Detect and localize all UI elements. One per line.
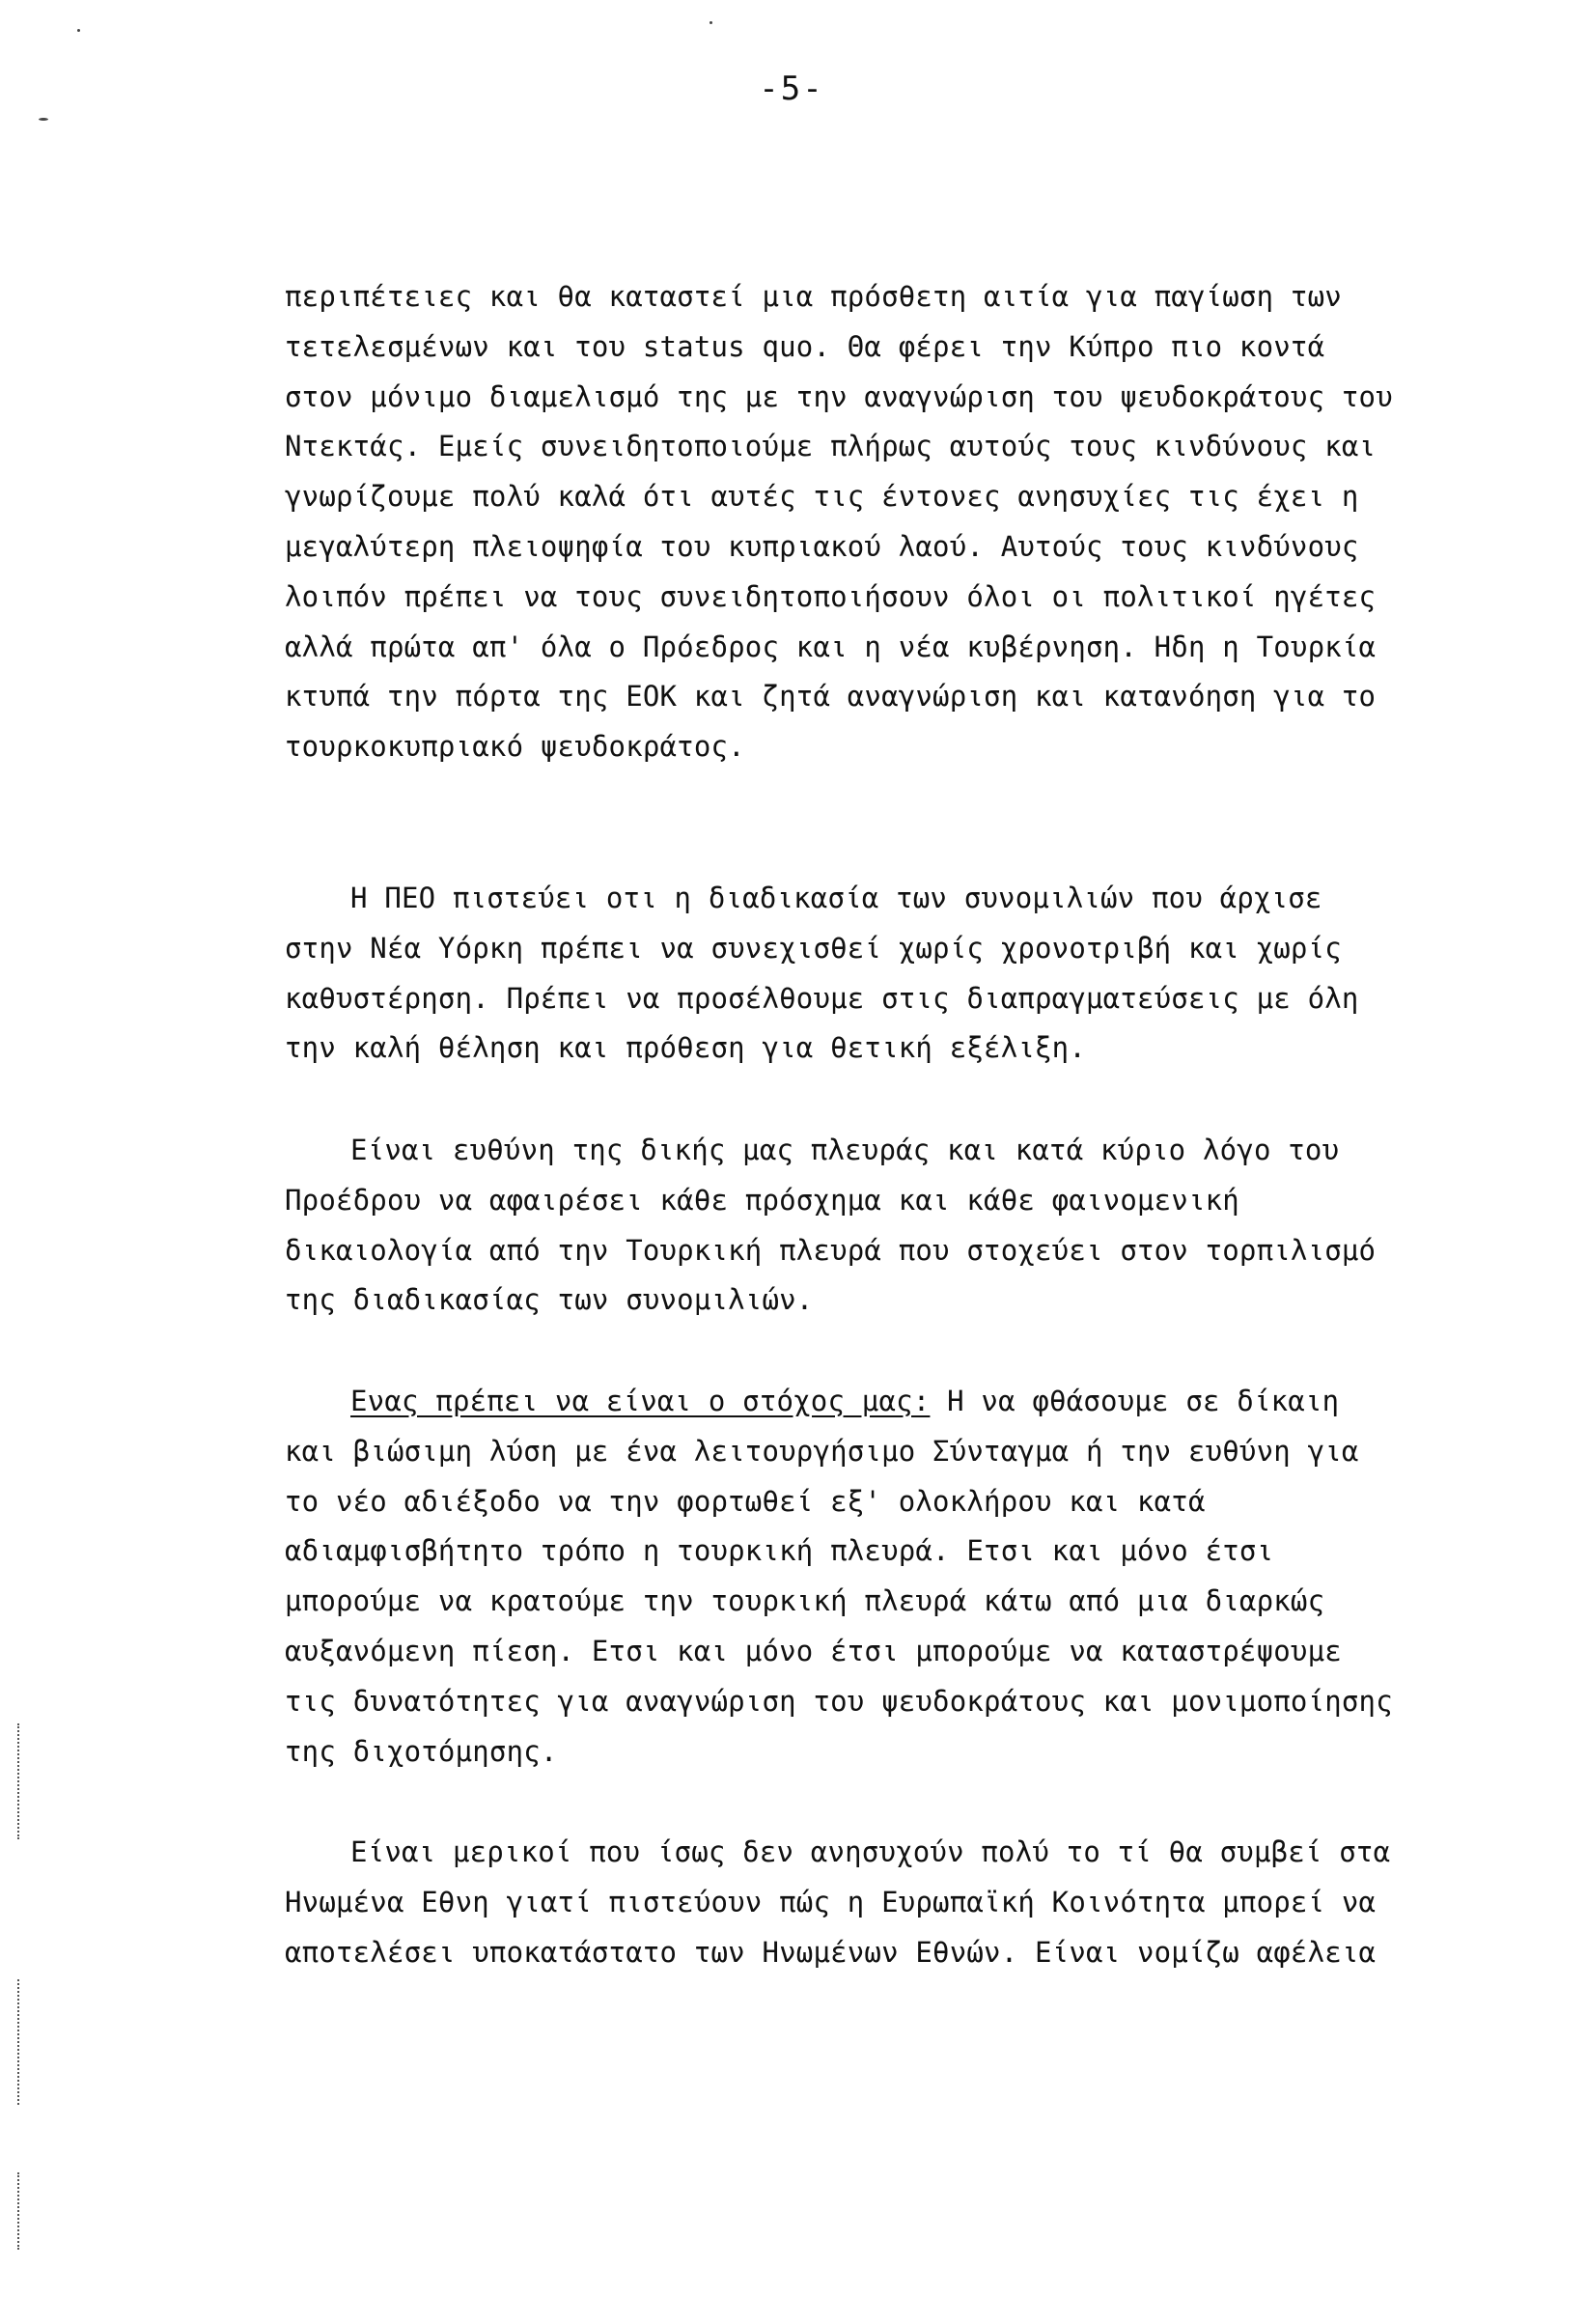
text-line: γνωρίζουμε πολύ καλά ότι αυτές τις έντονες ανησυχίες τις έχει η — [285, 480, 1359, 514]
goal-heading: Ενας πρέπει να είναι ο στόχος μας: — [350, 1385, 931, 1417]
text-line: της διχοτόμησης. — [285, 1734, 558, 1768]
text-line: Είναι ευθύνη της δικής μας πλευράς και κατά κύριο λόγο του — [350, 1134, 1340, 1166]
text-line: κτυπά την πόρτα της ΕΟΚ και ζητά αναγνώριση και κατανόηση για το — [285, 680, 1377, 714]
text-line: μεγαλύτερη πλειοψηφία του κυπριακού λαού. Αυτούς τους κινδύνους — [285, 529, 1359, 563]
scan-speck — [77, 29, 80, 32]
text-line: και βιώσιμη λύση με ένα λειτουργήσιμο Σύνταγμα ή την ευθύνη για — [285, 1434, 1359, 1468]
text-line: τετελεσμένων και του status quo. Θα φέρει την Κύπρο πιο κοντά — [285, 329, 1325, 363]
text-line — [285, 1377, 1366, 1427]
text-line: το νέο αδιέξοδο να την φορτωθεί εξ' ολοκλήρου και κατά — [285, 1484, 1206, 1518]
paragraph-2 — [285, 874, 1366, 1074]
text-line: στην Νέα Υόρκη πρέπει να συνεχισθεί χωρίς χρονοτριβή και χωρίς — [285, 931, 1342, 965]
text-line: Ηνωμένα Εθνη γιατί πιστεύουν πώς η Ευρωπαϊκή Κοινότητα μπορεί να — [285, 1885, 1377, 1918]
text-line: αυξανόμενη πίεση. Ετσι και μόνο έτσι μπορούμε να καταστρέψουμε — [285, 1634, 1342, 1667]
text-line: αλλά πρώτα απ' όλα ο Πρόεδρος και η νέα κυβέρνηση. Ηδη η Τουρκία — [285, 630, 1377, 663]
text-line: της διαδικασίας των συνομιλιών. — [285, 1283, 814, 1317]
text-line: Ντεκτάς. Εμείς συνειδητοποιούμε πλήρως αυτούς τους κινδύνους και — [285, 430, 1377, 463]
goal-heading-continuation: Η να φθάσουμε σε δίκαιη — [930, 1385, 1340, 1417]
paragraph-1 — [285, 272, 1393, 772]
scan-margin-mark — [17, 2172, 23, 2250]
text-line: στον μόνιμο διαμελισμό της με την αναγνώριση του ψευδοκράτους του — [285, 379, 1393, 413]
paragraph-5 — [285, 1828, 1391, 1977]
text-line: αποτελέσει υποκατάστατο των Ηνωμένων Εθνών. Είναι νομίζω αφέλεια — [285, 1935, 1377, 1969]
text-line: δικαιολογία από την Τουρκική πλευρά που στοχεύει στον τορπιλισμό — [285, 1233, 1377, 1267]
scan-margin-mark — [17, 1979, 23, 2105]
scan-speck — [39, 118, 48, 121]
paragraph-3 — [285, 1126, 1377, 1326]
text-line: λοιπόν πρέπει να τους συνειδητοποιήσουν όλοι οι πολιτικοί ηγέτες — [285, 579, 1377, 613]
text-line: περιπέτειες και θα καταστεί μια πρόσθετη αιτία για παγίωση των — [285, 280, 1342, 313]
paragraph-4 — [285, 1377, 1393, 1777]
text-line: την καλή θέληση και πρόθεση για θετική εξέλιξη. — [285, 1031, 1086, 1065]
scan-margin-mark — [17, 1723, 23, 1839]
text-line: Προέδρου να αφαιρέσει κάθε πρόσχημα και κάθε φαινομενική — [285, 1183, 1239, 1217]
text-line: μπορούμε να κρατούμε την τουρκική πλευρά κάτω από μια διαρκώς — [285, 1584, 1325, 1618]
text-line: αδιαμφισβήτητο τρόπο η τουρκική πλευρά. Ετσι και μόνο έτσι — [285, 1534, 1274, 1568]
scan-speck — [710, 21, 712, 24]
text-line: καθυστέρηση. Πρέπει να προσέλθουμε στις διαπραγματεύσεις με όλη — [285, 981, 1359, 1015]
page-number: -5- — [759, 70, 824, 108]
text-line: τις δυνατότητες για αναγνώριση του ψευδοκράτους και μονιμοποίησης — [285, 1684, 1393, 1718]
text-line: Είναι μερικοί που ίσως δεν ανησυχούν πολύ το τί θα συμβεί στα — [350, 1835, 1391, 1868]
text-line: τουρκοκυπριακό ψευδοκράτος. — [285, 730, 745, 764]
text-line: Η ΠΕΟ πιστεύει οτι η διαδικασία των συνομιλιών που άρχισε — [350, 882, 1322, 914]
